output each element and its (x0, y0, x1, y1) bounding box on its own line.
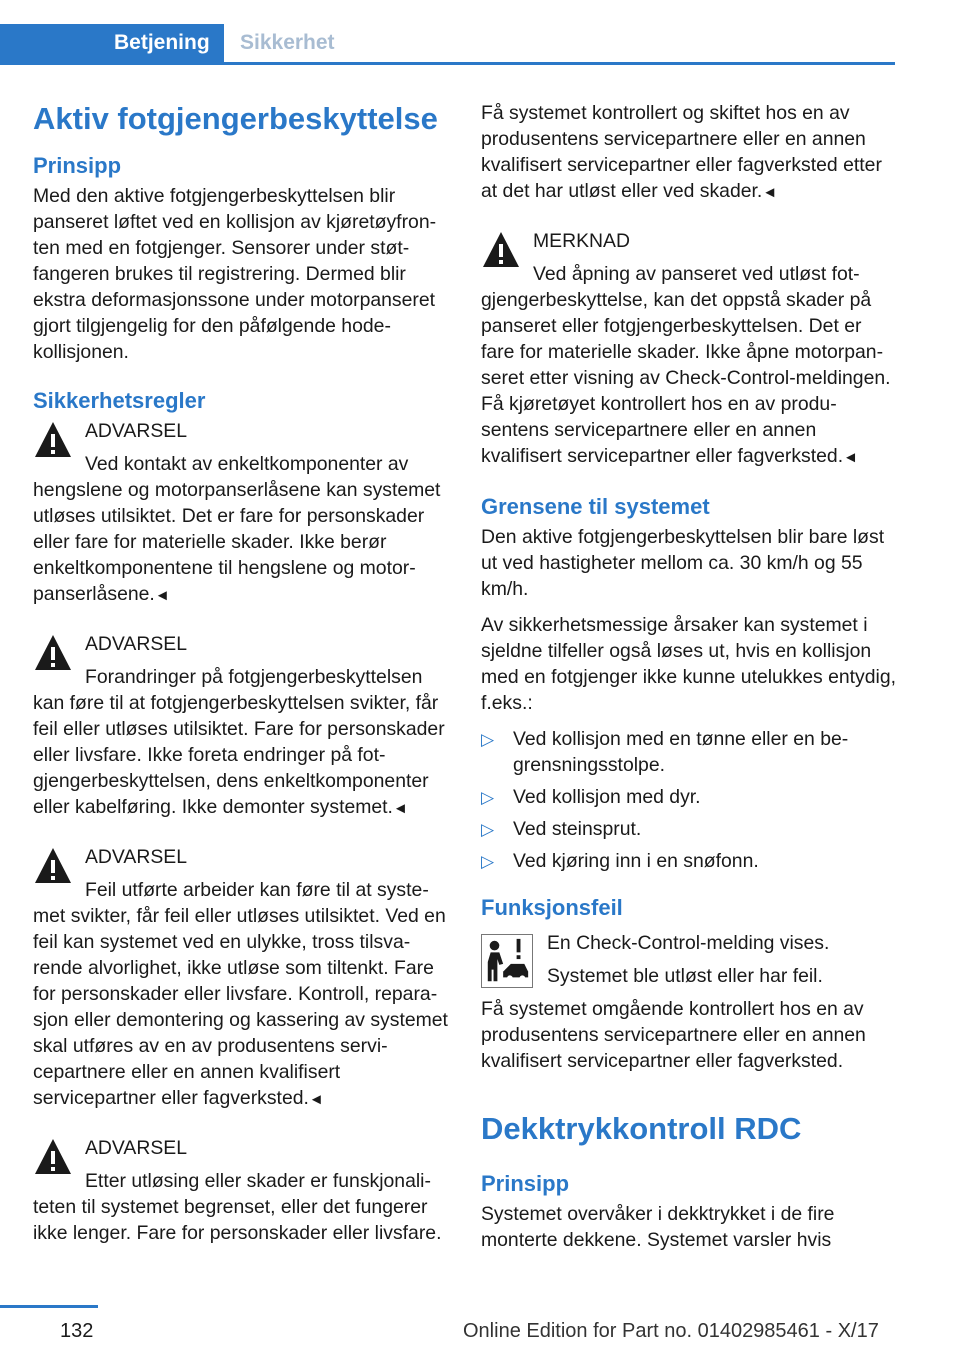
rdc-title: Dekktrykkontroll RDC (481, 1111, 802, 1146)
online-edition: Online Edition for Part no. 01402985461 - X/17 (463, 1320, 879, 1342)
left-column (33, 100, 448, 1268)
funk-line-2: Systemet ble utløst eller har feil. (547, 965, 823, 987)
section-title: Aktiv fotgjengerbeskyttelse (33, 101, 438, 136)
warning-block (33, 418, 448, 609)
warning-text: Ved kontakt av enkeltkomponenter av hengslene og motorpanserlåsene kan systemet utløses utilsiktet. Det er fare for personskader eller fare for materielle skader. Ikke berør enkeltkomponentene til hengslene og motorpanserlåsene. (33, 453, 441, 605)
end-mark: ◄ (762, 184, 778, 201)
triangle-bullet-icon: ▷ (481, 820, 495, 839)
warning-title: ADVARSEL (85, 420, 188, 442)
right-column (481, 100, 896, 1263)
triangle-bullet-icon: ▷ (481, 730, 495, 749)
warning-triangle-icon (33, 633, 73, 673)
list-item: ▷ Ved steinsprut. (481, 816, 896, 842)
warning-triangle-icon (33, 420, 73, 460)
grensene-text-1: Den aktive fotgjengerbeskyttelsen blir bare løst ut ved hastigheter mellom ca. 30 km/h og 55 km/h. (481, 526, 885, 600)
warning-triangle-icon (481, 230, 521, 270)
warning-title: ADVARSEL (85, 846, 188, 868)
list-item: ▷ Ved kjøring inn i en snøfonn. (481, 848, 896, 874)
section-tabbar (0, 24, 895, 65)
warning-text: Forandringer på fotgjengerbeskyttelsen kan føre til at fotgjengerbeskyttelsen svikter, får feil eller utløses utilsiktet. Fare for personskader eller livsfare. Ikke foreta endringer på fotgjengerbeskyttelsen, dens enkeltkomponenter eller kabelføring. Ikke demonter systemet. (33, 666, 445, 818)
notice-text: Ved åpning av panseret ved utløst fotgjengerbeskyttelse, kan det oppstå skader på panseret eller fotgjengerbeskyttelsen. Det er fare for materielle skader. Ikke åpne motorpanseret etter visning av Check-Control-meldingen. Få kjøretøyet kontrollert hos en av produsentens servicepartnere eller en annen kvalifisert servicepartner eller fagverksted. (481, 263, 891, 467)
prinsipp-text: Med den aktive fotgjengerbeskyttelsen blir panseret løftet ved en kollisjon av kjøretøyfronten med en fotgjenger. Sensorer under støtfangeren brukes til registrering. Dermed blir ekstra deformasjonssone under motorpanseret gjort tilgjengelig for den påfølgende hodekollisjonen. (33, 185, 437, 363)
end-mark: ◄ (392, 800, 408, 817)
funksjonsfeil-heading: Funksjonsfeil (481, 895, 623, 920)
rdc-prinsipp-heading: Prinsipp (481, 1171, 570, 1196)
funk-line-1: En Check-Control-melding vises. (547, 932, 830, 954)
grensene-heading: Grensene til systemet (481, 494, 710, 519)
funksjonsfeil-block (481, 930, 896, 1074)
list-item: ▷ Ved kollisjon med en tønne eller en begrensningsstolpe. (481, 728, 849, 776)
warning-text: Feil utførte arbeider kan føre til at systemet svikter, får feil eller utløses utilsiktet. Ved en feil kan systemet ved en ulykke, tross tilsvarende alvorlighet, ikke utløse som tiltenkt. Fare for personskader eller livsfare. Kontroll, reparasjon eller demontering og kassering av systemet skal utføres av en av produsentens servicepartnere eller en annen kvalifisert servicepartner eller fagverksted. (33, 879, 448, 1109)
sikkerhetsregler-heading: Sikkerhetsregler (33, 388, 206, 413)
triangle-bullet-icon: ▷ (481, 852, 495, 871)
warning-title: ADVARSEL (85, 1137, 188, 1159)
prinsipp-heading: Prinsipp (33, 153, 122, 178)
end-mark: ◄ (308, 1091, 324, 1108)
pedestrian-protection-warning-icon (481, 934, 533, 988)
warning-block (33, 844, 448, 1113)
rdc-text: Systemet overvåker i dekktrykket i de fire monterte dekkene. Systemet varsler hvis (481, 1203, 835, 1251)
bullet-list (481, 726, 896, 874)
warning-triangle-icon (33, 1137, 73, 1177)
notice-block (481, 228, 896, 471)
warning-title: ADVARSEL (85, 633, 188, 655)
warning-block (33, 631, 448, 822)
tab-betjening[interactable] (0, 24, 224, 62)
footer-rule (0, 1305, 98, 1308)
notice-title: MERKNAD (533, 230, 630, 252)
triangle-bullet-icon: ▷ (481, 788, 495, 807)
tab-sikkerhet[interactable]: Sikkerhet (240, 31, 335, 54)
end-mark: ◄ (154, 587, 170, 604)
end-mark: ◄ (843, 449, 858, 466)
page-number: 132 (60, 1320, 94, 1342)
warning-triangle-icon (33, 846, 73, 886)
grensene-text-2: Av sikkerhetsmessige årsaker kan systemet i sjeldne tilfeller også løses ut, hvis en kollisjon med en fotgjenger ikke kunne utelukkes entydig, f.eks.: (481, 614, 897, 714)
warning-text: Etter utløsing eller skader er funskjonaliteten til systemet begrenset, eller det fungerer ikke lenger. Fare for personskader eller livsfare. (33, 1170, 442, 1244)
tab-betjening-label: Betjening (114, 31, 210, 54)
funk-line-3: Få systemet omgående kontrollert hos en av produsentens servicepartnere eller en annen kvalifisert servicepartner eller fagverksted. (481, 998, 866, 1072)
list-item: ▷ Ved kollisjon med dyr. (481, 784, 896, 810)
warning-block (33, 1135, 448, 1246)
intro-text: Få systemet kontrollert og skiftet hos en av produsentens servicepartnere eller en annen kvalifisert servicepartner eller fagverksted etter at det har utløst eller ved skader.◄ (481, 102, 882, 202)
